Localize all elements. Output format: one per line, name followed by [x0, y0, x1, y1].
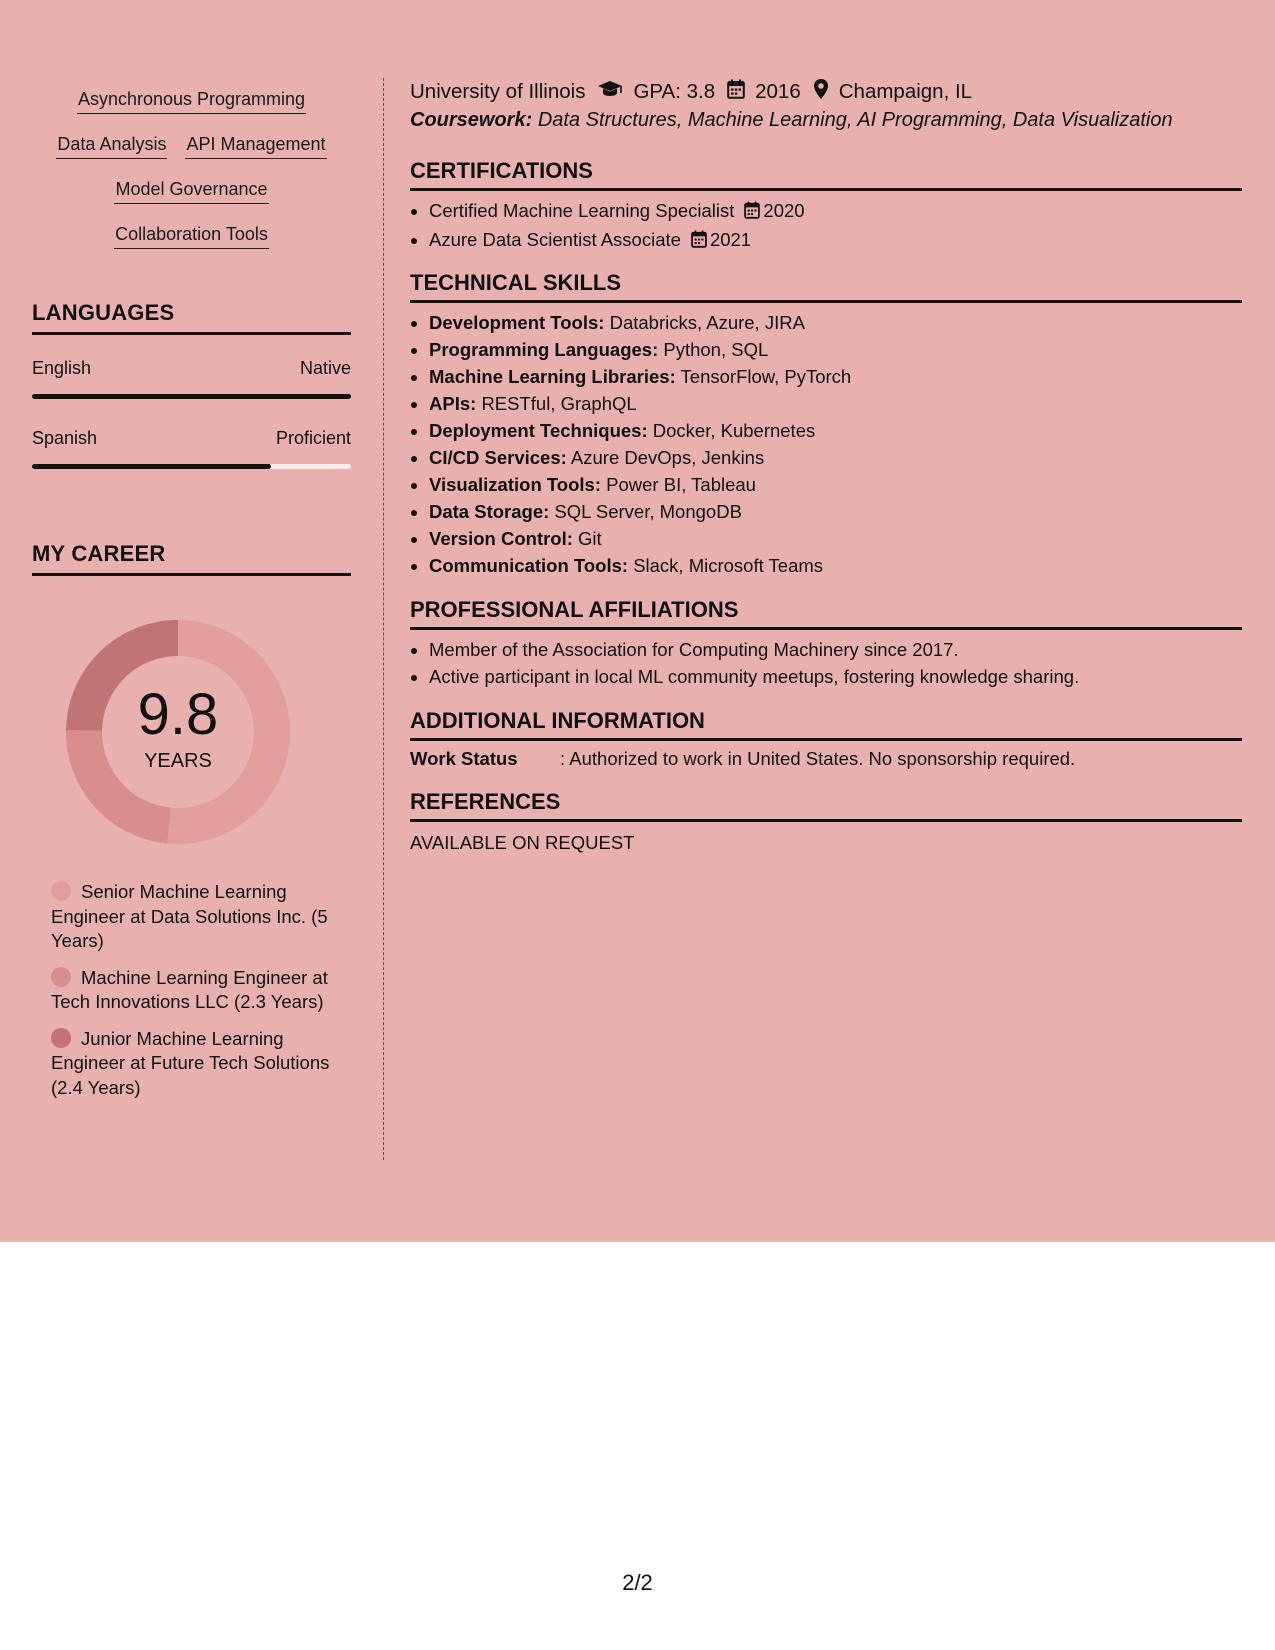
career-item-text: Junior Machine Learning Engineer at Future Tech Solutions (2.4 Years): [51, 1027, 330, 1098]
language-bar: [32, 464, 351, 469]
language-bar: [32, 394, 351, 399]
skill-value: RESTful, GraphQL: [481, 393, 637, 414]
references-heading: REFERENCES: [410, 789, 1242, 822]
language-item: [32, 428, 351, 469]
skill-label: Visualization Tools:: [429, 474, 602, 495]
calendar-icon: [691, 228, 707, 255]
career-item: [51, 880, 331, 954]
skill-label: Data Storage:: [429, 501, 550, 522]
affiliations-list: [410, 636, 1079, 690]
language-bar-fill: [32, 464, 271, 469]
career-total-years: 9.8: [137, 681, 219, 747]
skill-item: [429, 309, 851, 336]
skill-value: Git: [578, 528, 602, 549]
certification-name: Certified Machine Learning Specialist: [429, 200, 735, 221]
skill-row: [32, 221, 351, 266]
skill-tag: Asynchronous Programming: [77, 86, 306, 114]
language-name: Spanish: [32, 428, 98, 448]
technical-skills-heading: TECHNICAL SKILLS: [410, 270, 1242, 303]
legend-dot: [51, 967, 71, 987]
languages-heading: LANGUAGES: [32, 300, 351, 335]
calendar-icon: [744, 199, 760, 226]
work-status-label: Work Status: [410, 748, 518, 769]
skill-tag: Model Governance: [114, 176, 268, 204]
skill-row: [32, 131, 351, 176]
certification-name: Azure Data Scientist Associate: [429, 229, 681, 250]
skill-row: [32, 176, 351, 221]
skill-value: Power BI, Tableau: [606, 474, 756, 495]
skill-item: [429, 336, 851, 363]
page-number: 2/2: [622, 1570, 653, 1595]
affiliation-item: • Active participant in local ML community meetups, fostering knowledge sharing.: [429, 663, 1079, 690]
map-pin-icon: [813, 78, 829, 106]
references-text: AVAILABLE ON REQUEST: [410, 832, 635, 853]
skill-value: Docker, Kubernetes: [652, 420, 816, 441]
skill-tag: Collaboration Tools: [114, 221, 269, 249]
career-item: [51, 1027, 331, 1101]
skill-tags: [32, 86, 351, 266]
skill-row: [32, 86, 351, 131]
career-item: [51, 966, 331, 1015]
career-heading: MY CAREER: [32, 541, 351, 576]
work-status-value: : Authorized to work in United States. No sponsorship required.: [560, 748, 1076, 769]
school-name: University of Illinois: [410, 80, 586, 103]
certifications-list: [410, 197, 805, 255]
skill-label: Programming Languages:: [429, 339, 659, 360]
career-item-text: Machine Learning Engineer at Tech Innovations LLC (2.3 Years): [51, 966, 328, 1012]
legend-dot: [51, 1028, 71, 1048]
skill-item: [429, 471, 851, 498]
calendar-icon: [727, 79, 745, 105]
career-item-text: Senior Machine Learning Engineer at Data Solutions Inc. (5 Years): [51, 881, 328, 951]
legend-dot: [51, 881, 71, 901]
language-level: Native: [299, 358, 351, 378]
skill-tag: Data Analysis: [56, 131, 167, 159]
language-level: Proficient: [275, 428, 351, 448]
skill-value: TensorFlow, PyTorch: [680, 366, 852, 387]
certification-year: 2020: [763, 200, 805, 221]
certification-item: [429, 226, 805, 255]
skill-item: [429, 390, 851, 417]
skill-value: Python, SQL: [663, 339, 769, 360]
coursework-list: Data Structures, Machine Learning, AI Programming, Data Visualization: [537, 109, 1173, 131]
skill-item: [429, 498, 851, 525]
skill-value: SQL Server, MongoDB: [554, 501, 742, 522]
career-list: [51, 880, 331, 1112]
skill-item: [429, 525, 851, 552]
skill-tag: API Management: [185, 131, 326, 159]
skill-label: Machine Learning Libraries:: [429, 366, 676, 387]
language-name: English: [32, 358, 92, 378]
location: Champaign, IL: [838, 80, 973, 103]
career-donut: [66, 620, 290, 844]
skill-value: Slack, Microsoft Teams: [633, 555, 824, 576]
additional-info-heading: ADDITIONAL INFORMATION: [410, 708, 1242, 741]
work-status: [410, 748, 1075, 770]
gpa: GPA: 3.8: [633, 80, 716, 103]
affiliations-heading: PROFESSIONAL AFFILIATIONS: [410, 597, 1242, 630]
skill-item: [429, 363, 851, 390]
language-bar-fill: [32, 394, 351, 399]
skill-item: [429, 444, 851, 471]
skill-label: Deployment Techniques:: [429, 420, 648, 441]
coursework: [410, 109, 1173, 132]
education-line: [410, 78, 972, 106]
affiliation-item: • Member of the Association for Computing Machinery since 2017.: [429, 636, 1079, 663]
technical-skills-list: [410, 309, 851, 579]
language-item: [32, 358, 351, 399]
column-divider: [383, 78, 384, 1160]
graduation-year: 2016: [755, 80, 801, 103]
certification-year: 2021: [709, 229, 752, 250]
skill-label: Version Control:: [429, 528, 573, 549]
skill-item: [429, 417, 851, 444]
skill-label: APIs:: [429, 393, 477, 414]
skill-item: [429, 552, 851, 579]
coursework-label: Coursework:: [410, 109, 533, 131]
skill-label: CI/CD Services:: [429, 447, 567, 468]
certification-item: [429, 197, 805, 226]
skill-label: Development Tools:: [429, 312, 605, 333]
graduation-cap-icon: [597, 79, 623, 105]
skill-label: Communication Tools:: [429, 555, 629, 576]
skill-value: Azure DevOps, Jenkins: [570, 447, 765, 468]
career-total-unit: YEARS: [144, 749, 212, 772]
certifications-heading: CERTIFICATIONS: [410, 158, 1242, 191]
skill-value: Databricks, Azure, JIRA: [609, 312, 805, 333]
